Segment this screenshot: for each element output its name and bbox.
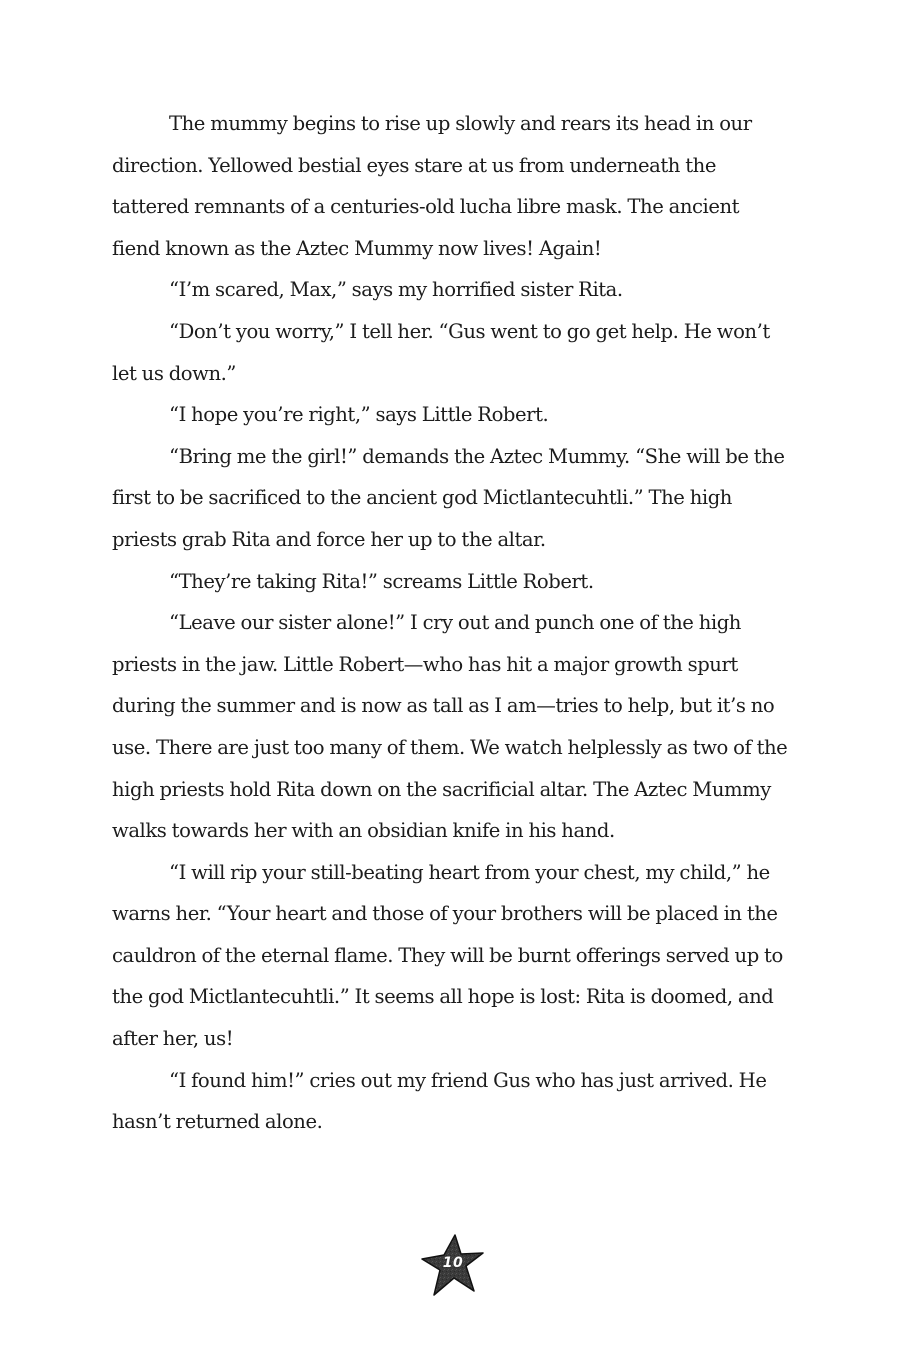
paragraph-4: “I hope you’re right,” says Little Robert. [169,403,549,427]
paragraph-1: The mummy begins to rise up slowly and rears its head in our direction. Yellowed bestial eyes stare at us from underneath the tattered remnants of a centuries-old lucha libre mask. The ancient fiend known as the Aztec Mummy now lives! Again! [112,112,752,260]
paragraph-5: “Bring me the girl!” demands the Aztec Mummy. “She will be the first to be sacrificed to the ancient god Mictlantecuhtli.” The high priests grab Rita and force her up to the altar. [112,444,785,551]
paragraph-8: “I will rip your still-beating heart from your chest, my child,” he warns her. “Your heart and those of your brothers will be placed in the cauldron of the eternal flame. They will be burnt offerings served up to the god Mictlantecuhtli.” It seems all hope is lost: Rita is doomed, and after her, us! [112,860,783,1051]
paragraph-6: “They’re taking Rita!” screams Little Robert. [169,569,594,593]
paragraph-3: “Don’t you worry,” I tell her. “Gus went to go get help. He won’t let us down.” [112,319,770,385]
paragraph-7: “Leave our sister alone!” I cry out and punch one of the high priests in the jaw. Little Robert—who has hit a major growth spurt during the summer and is now as tall as I am—tries to help, but it’s no use. There are just too many of them. We watch helplessly as two of the high priests hold Rita down on the sacrificial altar. The Aztec Mummy walks towards her with an obsidian knife in his hand. [112,611,788,843]
page-number: 10 [442,1255,464,1271]
page-number-badge [420,1233,486,1297]
paragraph-2: “I’m scared, Max,” says my horrified sister Rita. [169,278,623,302]
paragraph-9: “I found him!” cries out my friend Gus who has just arrived. He hasn’t returned alone. [112,1068,767,1134]
page-body [112,103,792,1143]
